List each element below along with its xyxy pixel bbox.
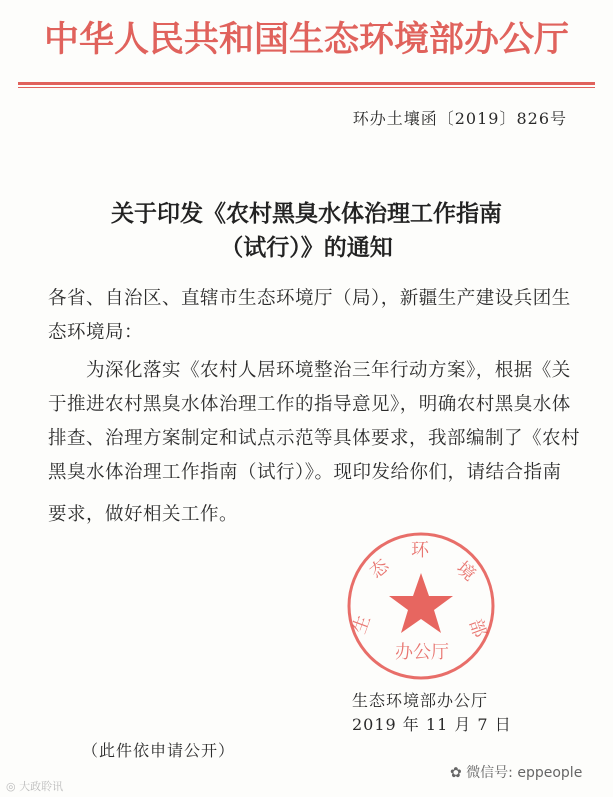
watermark (6, 778, 63, 794)
svg-text:生: 生 (348, 612, 375, 637)
star-icon (389, 573, 453, 633)
watermark-text: 大政聆讯 (19, 780, 64, 793)
notice-title-line1: 关于印发《农村黑臭水体治理工作指南 (111, 200, 502, 227)
paragraph-line: 黑臭水体治理工作指南（试行）》。现印发给你们，请结合指南 (48, 462, 562, 483)
svg-text:办公厅: 办公厅 (395, 642, 449, 663)
paragraph-line: 为深化落实《农村人居环境整治三年行动方案》，根据《关 (86, 360, 571, 381)
letterhead-title: 中华人民共和国生态环境部办公厅 (44, 20, 570, 60)
notice-title-line2: （试行）》的通知 (220, 234, 393, 261)
issue-date: 2019 年 11 月 7 日 (352, 715, 512, 734)
weibo-icon: ◎ (6, 780, 20, 793)
wechat-text: 微信号: eppeople (466, 765, 583, 781)
paragraph-line: 要求，做好相关工作。 (48, 504, 239, 525)
svg-text:态: 态 (365, 555, 394, 583)
disclosure-note: （此件依申请公开） (82, 741, 236, 760)
wechat-icon: ✿ (450, 765, 467, 781)
recipients-line: 各省、自治区、直辖市生态环境厅（局），新疆生产建设兵团生 (48, 288, 571, 309)
letterhead-rule-thick (18, 82, 595, 85)
paragraph-line: 排查、治理方案制定和试点示范等具体要求，我部编制了《农村 (48, 428, 581, 449)
issuer-name: 生态环境部办公厅 (352, 691, 489, 710)
document-number: 环办土壤函〔2019〕826号 (352, 109, 567, 128)
wechat-id (450, 762, 582, 782)
letterhead-rule-thin (18, 87, 595, 88)
recipients-line: 态环境局： (48, 322, 144, 343)
svg-text:环: 环 (411, 540, 429, 561)
svg-text:部: 部 (464, 616, 491, 641)
svg-text:境: 境 (451, 557, 480, 586)
official-seal (345, 530, 497, 682)
paragraph-line: 于推进农村黑臭水体治理工作的指导意见》，明确农村黑臭水体 (48, 394, 571, 415)
